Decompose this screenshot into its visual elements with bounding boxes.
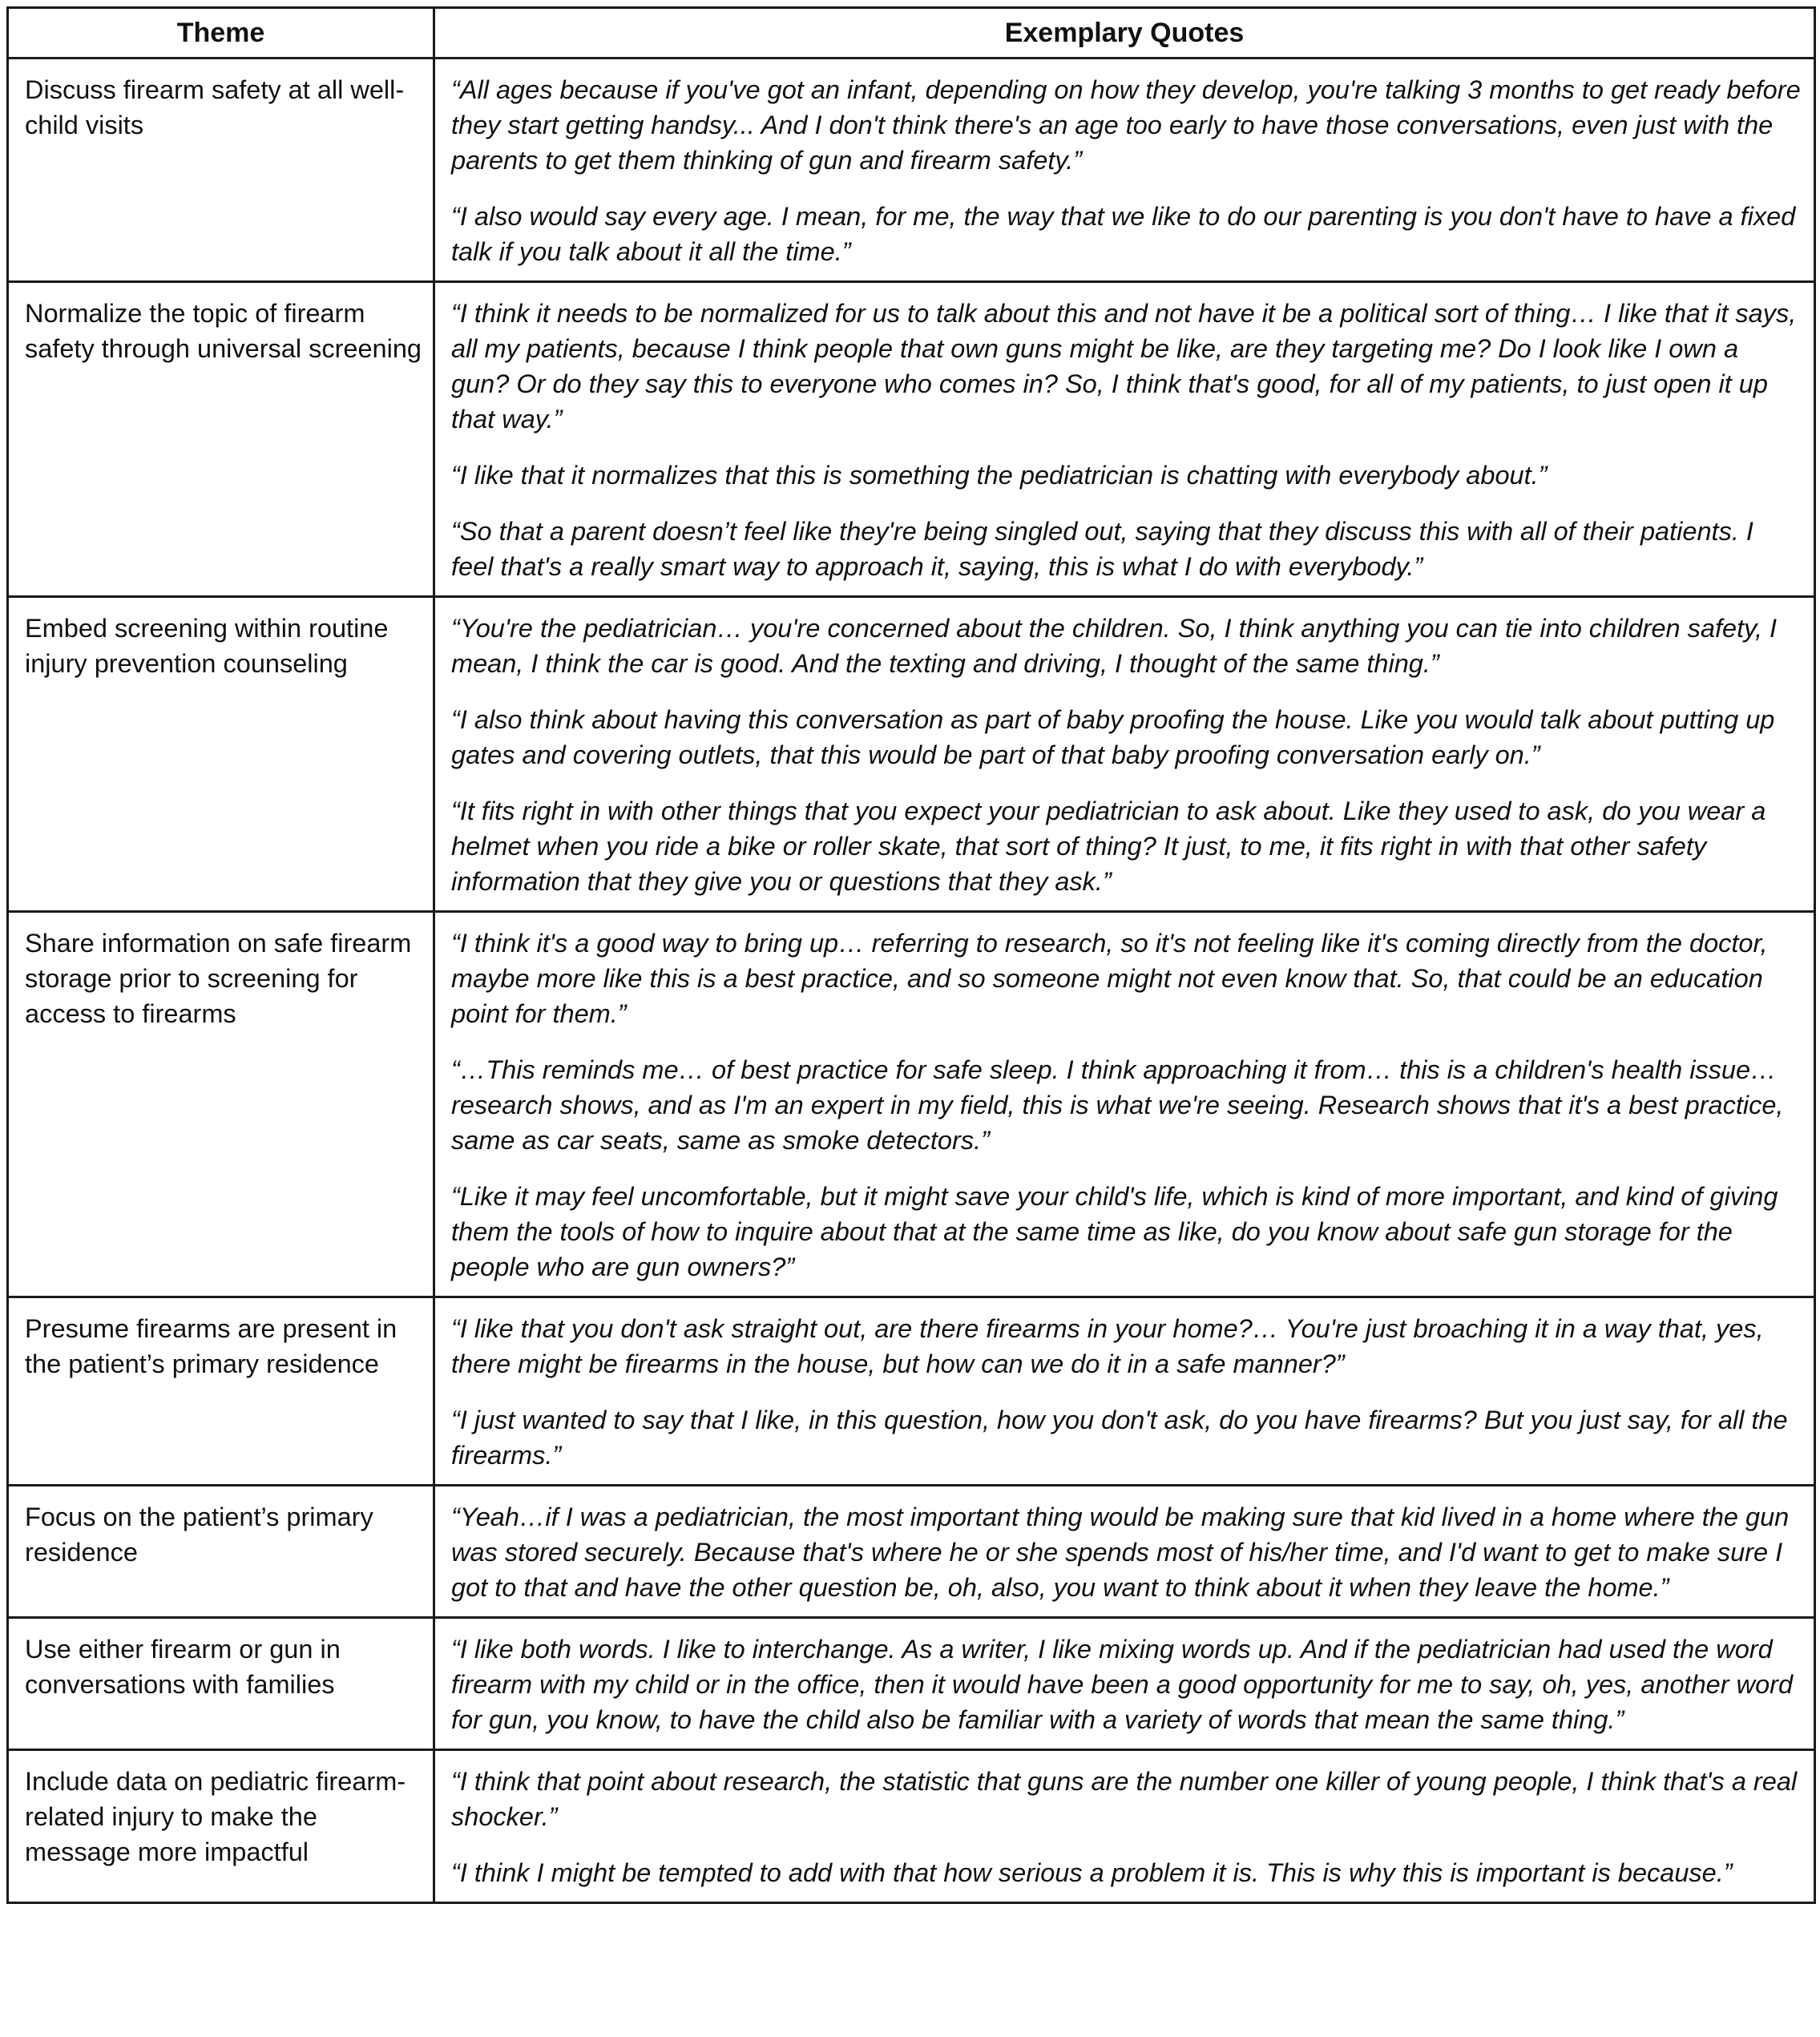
theme-cell: Use either firearm or gun in conversations with families <box>8 1618 434 1750</box>
quote: “It fits right in with other things that you expect your pediatrician to ask about. Like they used to ask, do you wear a helmet when you ride a bike or roller skate, that sort of thing? It just, to me, it fits right in with that other safety information that they give you or questions that they ask.” <box>451 797 1766 896</box>
quotes-cell <box>434 597 1815 912</box>
table-row <box>8 1486 1815 1618</box>
quote: “…This reminds me… of best practice for safe sleep. I think approaching it from… this is a children's health issue… research shows, and as I'm an expert in my field, this is what we're seeing. Research shows that it's a best practice, same as car seats, same as smoke detectors.” <box>451 1055 1784 1155</box>
table-row <box>8 58 1815 282</box>
theme-cell: Focus on the patient’s primary residence <box>8 1486 434 1618</box>
theme-cell: Embed screening within routine injury prevention counseling <box>8 597 434 912</box>
table-row <box>8 597 1815 912</box>
table-row <box>8 1618 1815 1750</box>
quote: “I think that point about research, the statistic that guns are the number one killer of young people, I think that's a real shocker.” <box>451 1767 1798 1831</box>
quotes-cell <box>434 282 1815 597</box>
quote: “I like that it normalizes that this is something the pediatrician is chatting with everybody about.” <box>451 461 1548 490</box>
theme-cell: Discuss firearm safety at all well-child visits <box>8 58 434 282</box>
quotes-column-header: Exemplary Quotes <box>434 8 1815 58</box>
quote: “Yeah…if I was a pediatrician, the most important thing would be making sure that kid lived in a home where the gun was stored securely. Because that's where he or she spends most of his/her time, and I'd want to get to make sure I got to that and have the other question be, oh, also, you want to think about it when they leave the home.” <box>451 1503 1790 1602</box>
theme-cell: Normalize the topic of firearm safety through universal screening <box>8 282 434 597</box>
quote: “I think it's a good way to bring up… referring to research, so it's not feeling like it's coming directly from the doctor, maybe more like this is a best practice, and so someone might not even know that. So, that could be an education point for them.” <box>451 929 1768 1028</box>
quote: “You're the pediatrician… you're concerned about the children. So, I think anything you can tie into children safety, I mean, I think the car is good. And the texting and driving, I thought of the same thing.” <box>451 614 1778 678</box>
table-row <box>8 1297 1815 1486</box>
quotes-cell <box>434 912 1815 1297</box>
quote: “I also think about having this conversation as part of baby proofing the house. Like you would talk about putting up gates and covering outlets, that this would be part of that baby proofing conversation early on.” <box>451 705 1775 769</box>
quote: “I just wanted to say that I like, in this question, how you don't ask, do you have firearms? But you just say, for all the firearms.” <box>451 1406 1788 1470</box>
quote: “So that a parent doesn’t feel like they're being singled out, saying that they discuss this with all of their patients. I feel that's a really smart way to approach it, saying, this is what I do with everybody.” <box>451 517 1753 581</box>
quotes-cell <box>434 58 1815 282</box>
table-header-row <box>8 8 1815 58</box>
quote: “Like it may feel uncomfortable, but it might save your child's life, which is kind of more important, and kind of giving them the tools of how to inquire about that at the same time as like, do you know about safe gun storage for the people who are gun owners?” <box>451 1182 1778 1281</box>
theme-cell: Presume firearms are present in the patient’s primary residence <box>8 1297 434 1486</box>
quote: “I think it needs to be normalized for us to talk about this and not have it be a political sort of thing… I like that it says, all my patients, because I think people that own guns might be like, are they targeting me? Do I look like I own a gun? Or do they say this to everyone who comes in? So, I think that's good, for all of my patients, to just open it up that way.” <box>451 299 1797 434</box>
theme-column-header: Theme <box>8 8 434 58</box>
quote: “I like that you don't ask straight out, are there firearms in your home?… You're just broaching it in a way that, yes, there might be firearms in the house, but how can we do it in a safe manner?” <box>451 1314 1764 1378</box>
quote: “I think I might be tempted to add with that how serious a problem it is. This is why this is important is because.” <box>451 1858 1733 1887</box>
table-row <box>8 1750 1815 1903</box>
quotes-cell <box>434 1750 1815 1903</box>
quotes-cell <box>434 1486 1815 1618</box>
table-row <box>8 912 1815 1297</box>
quote: “I like both words. I like to interchange. As a writer, I like mixing words up. And if the pediatrician had used the word firearm with my child or in the office, then it would have been a good opportunity for me to say, oh, yes, another word for gun, you know, to have the child also be familiar with a variety of words that mean the same thing.” <box>451 1635 1794 1734</box>
themes-quotes-table <box>6 6 1816 1904</box>
quote: “All ages because if you've got an infant, depending on how they develop, you're talking 3 months to get ready before they start getting handsy... And I don't think there's an age too early to have those conversations, even just with the parents to get them thinking of gun and firearm safety.” <box>451 75 1801 175</box>
quotes-cell <box>434 1618 1815 1750</box>
table-row <box>8 282 1815 597</box>
theme-cell: Share information on safe firearm storage prior to screening for access to firearms <box>8 912 434 1297</box>
theme-cell: Include data on pediatric firearm-related injury to make the message more impactful <box>8 1750 434 1903</box>
quote: “I also would say every age. I mean, for me, the way that we like to do our parenting is you don't have to have a fixed talk if you talk about it all the time.” <box>451 202 1796 266</box>
quotes-cell <box>434 1297 1815 1486</box>
